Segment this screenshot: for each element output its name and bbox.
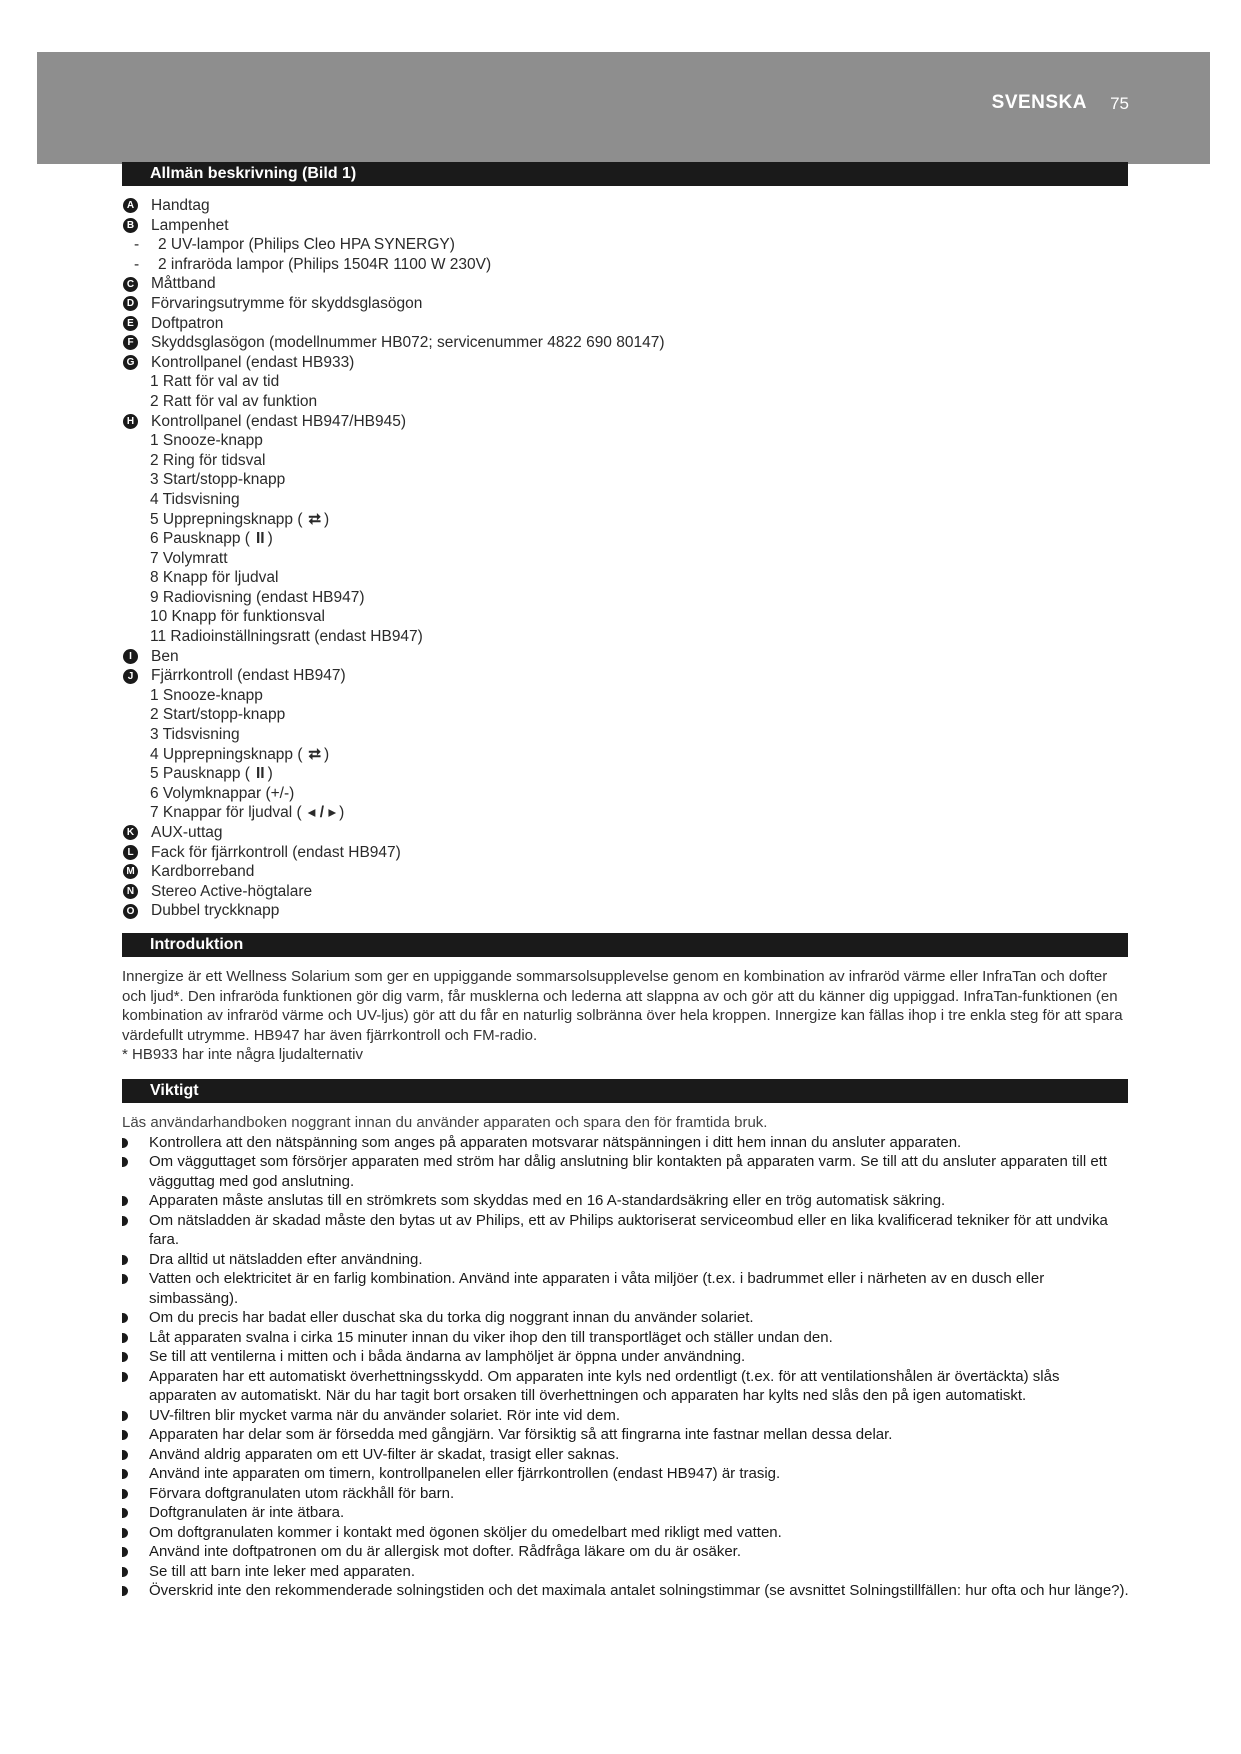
part-text: Handtag <box>151 197 210 214</box>
warning-item <box>122 1347 1130 1367</box>
warning-text: Kontrollera att den nätspänning som anges på apparaten motsvarar nätspänningen i ditt hem innan du ansluter apparaten. <box>149 1133 962 1151</box>
intro-block <box>122 967 1130 1065</box>
part-text: 9 Radiovisning (endast HB947) <box>150 588 365 606</box>
part-text: Stereo Active-högtalare <box>151 882 313 900</box>
important-lead: Läs användarhandboken noggrant innan du använder apparaten och spara den för framtida bruk. <box>122 1114 768 1131</box>
part-text: 1 Snooze-knapp <box>150 432 263 450</box>
part-text: Kardborreband <box>151 863 255 881</box>
part-text-close: ) <box>267 765 273 783</box>
part-subitem <box>122 490 1122 510</box>
part-subitem <box>122 568 1122 588</box>
part-subitem <box>122 803 1122 823</box>
part-item <box>122 353 1122 373</box>
bullet-icon <box>122 1216 128 1226</box>
warning-item <box>122 1367 1130 1406</box>
part-text: 2 Start/stopp-knapp <box>150 706 286 724</box>
bullet-icon <box>122 1411 128 1421</box>
part-letter-badge: I <box>123 649 138 664</box>
important-block <box>122 1113 1130 1601</box>
bullet-icon <box>122 1430 128 1440</box>
warning-item <box>122 1464 1130 1484</box>
bullet-icon <box>122 1352 128 1362</box>
warning-item <box>122 1562 1130 1582</box>
warning-text: Om nätsladden är skadad måste den bytas ut av Philips, ett av Philips auktoriserat serviceombud eller en lika kvalificerad tekniker för att undvika fara. <box>149 1211 1108 1248</box>
warning-item <box>122 1503 1130 1523</box>
dash-marker: - <box>134 236 140 254</box>
warning-item <box>122 1523 1130 1543</box>
part-letter-badge: F <box>123 335 138 350</box>
part-text-close: ) <box>339 804 345 822</box>
part-letter-badge: L <box>123 845 138 860</box>
part-subitem <box>122 607 1122 627</box>
part-text: 5 Upprepningsknapp ( <box>150 510 303 528</box>
part-letter-badge: D <box>123 296 138 311</box>
part-text: 7 Volymratt <box>150 549 228 567</box>
section-heading-general: Allmän beskrivning (Bild 1) <box>122 162 1128 186</box>
part-text: Skyddsglasögon (modellnummer HB072; servicenummer 4822 690 80147) <box>151 334 665 352</box>
section-heading-important: Viktigt <box>122 1079 1128 1103</box>
warning-item <box>122 1328 1130 1348</box>
part-subitem <box>122 686 1122 706</box>
part-text: Doftpatron <box>151 314 224 332</box>
bullet-icon <box>122 1372 128 1382</box>
part-text: AUX-uttag <box>151 824 223 841</box>
part-letter-badge: M <box>123 864 138 879</box>
part-item <box>122 216 1122 236</box>
repeat-icon: ⮂ <box>308 745 321 763</box>
part-text: Dubbel tryckknapp <box>151 902 280 920</box>
warning-item <box>122 1484 1130 1504</box>
warning-item <box>122 1133 1130 1153</box>
part-text: 6 Pausknapp ( <box>150 530 250 548</box>
part-item <box>122 294 1122 314</box>
bullet-icon <box>122 1489 128 1499</box>
part-text-close: ) <box>323 510 330 528</box>
warning-text: Doftgranulaten är inte ätbara. <box>149 1504 345 1521</box>
bullet-icon <box>122 1586 128 1596</box>
bullet-icon <box>122 1157 128 1167</box>
part-subitem <box>122 372 1122 392</box>
pause-icon: II <box>255 530 265 548</box>
warning-item <box>122 1445 1130 1465</box>
part-letter-badge: N <box>123 884 138 899</box>
intro-footnote: * HB933 har inte några ljudalternativ <box>122 1046 363 1063</box>
part-letter-badge: C <box>123 277 138 292</box>
warning-text: Dra alltid ut nätsladden efter användning. <box>149 1250 423 1268</box>
part-text: 7 Knappar för ljudval ( <box>150 804 302 822</box>
warning-item <box>122 1581 1130 1601</box>
warning-text: Använd aldrig apparaten om ett UV-filter är skadat, trasigt eller saknas. <box>149 1445 620 1463</box>
warning-item <box>122 1308 1130 1328</box>
part-subitem <box>122 431 1122 451</box>
part-text: 1 Ratt för val av tid <box>150 373 280 391</box>
warning-text: Apparaten måste anslutas till en strömkrets som skyddas med en 16 A-standardsäkring eller en trög automatisk säkring. <box>149 1192 946 1209</box>
bullet-icon <box>122 1508 128 1518</box>
part-text: Ben <box>151 647 179 665</box>
part-subitem <box>122 745 1122 765</box>
part-letter-badge: B <box>123 218 138 233</box>
part-text: 2 infraröda lampor (Philips 1504R 1100 W 230V) <box>158 255 492 273</box>
part-text: 4 Upprepningsknapp ( <box>150 745 303 763</box>
bullet-icon <box>122 1547 128 1557</box>
warning-text: Om doftgranulaten kommer i kontakt med ögonen sköljer du omedelbart med rikligt med vatten. <box>149 1523 782 1541</box>
part-text: Fjärrkontroll (endast HB947) <box>151 667 346 685</box>
warning-text: Använd inte doftpatronen om du är allergisk mot dofter. Rådfråga läkare om du är osäker. <box>149 1543 742 1560</box>
part-text: 2 Ratt för val av funktion <box>150 392 318 410</box>
bullet-icon <box>122 1255 128 1265</box>
warning-text: Låt apparaten svalna i cirka 15 minuter innan du viker ihop den till transportläget och ställer undan den. <box>149 1328 833 1346</box>
bullet-icon <box>122 1469 128 1479</box>
repeat-icon: ⮂ <box>308 510 321 528</box>
warning-item <box>122 1191 1130 1211</box>
pause-icon: II <box>255 765 265 783</box>
part-letter-badge: K <box>123 825 138 840</box>
part-text: 4 Tidsvisning <box>150 490 240 508</box>
warning-item <box>122 1211 1130 1250</box>
part-item <box>122 882 1122 902</box>
part-subitem <box>122 764 1122 784</box>
part-text: 3 Tidsvisning <box>150 726 240 744</box>
warning-text: Använd inte apparaten om timern, kontrollpanelen eller fjärrkontrollen (endast HB947) är trasig. <box>149 1465 781 1482</box>
bullet-icon <box>122 1528 128 1538</box>
part-item <box>122 843 1122 863</box>
part-item <box>122 862 1122 882</box>
part-subitem <box>122 529 1122 549</box>
language-label: SVENSKA <box>991 92 1087 113</box>
bullet-icon <box>122 1274 128 1284</box>
part-subitem <box>122 510 1122 530</box>
part-item <box>122 901 1122 921</box>
part-text: Förvaringsutrymme för skyddsglasögon <box>151 294 423 312</box>
page-number: 75 <box>1110 94 1129 113</box>
warning-text: Förvara doftgranulaten utom räckhåll för barn. <box>149 1484 455 1502</box>
part-text: Lampenhet <box>151 216 229 234</box>
part-text: 8 Knapp för ljudval <box>150 569 279 587</box>
warning-item <box>122 1152 1130 1191</box>
bullet-icon <box>122 1196 128 1206</box>
warning-text: Vatten och elektricitet är en farlig kombination. Använd inte apparaten i våta miljöer (t.ex. i badrummet eller i närheten av en dusch eller simbassäng). <box>149 1270 1045 1307</box>
bullet-icon <box>122 1567 128 1577</box>
part-subitem <box>122 784 1122 804</box>
part-text: 11 Radioinställningsratt (endast HB947) <box>150 628 423 646</box>
part-subitem <box>122 725 1122 745</box>
warning-text: Se till att barn inte leker med apparaten. <box>149 1562 415 1580</box>
part-text: 10 Knapp för funktionsval <box>150 608 325 626</box>
warning-item <box>122 1542 1130 1562</box>
warning-item <box>122 1269 1130 1308</box>
part-text: Kontrollpanel (endast HB933) <box>151 353 355 371</box>
part-subitem <box>122 705 1122 725</box>
part-subitem <box>122 627 1122 647</box>
part-item <box>122 823 1122 843</box>
warning-item <box>122 1250 1130 1270</box>
part-letter-badge: H <box>123 414 138 429</box>
bullet-icon <box>122 1138 128 1148</box>
part-text: Kontrollpanel (endast HB947/HB945) <box>151 412 407 430</box>
section-heading-intro: Introduktion <box>122 933 1128 957</box>
bullet-icon <box>122 1333 128 1343</box>
part-text: 6 Volymknappar (+/-) <box>150 784 295 802</box>
part-subitem <box>122 451 1122 471</box>
part-text: 1 Snooze-knapp <box>150 686 263 704</box>
parts-list <box>122 196 1122 921</box>
warning-item <box>122 1406 1130 1426</box>
dash-marker: - <box>134 255 140 273</box>
warning-text: Se till att ventilerna i mitten och i båda ändarna av lamphöljet är öppna under användning. <box>149 1348 746 1365</box>
part-item <box>122 333 1122 353</box>
part-letter-badge: A <box>123 198 138 213</box>
part-subitem <box>122 255 1122 275</box>
part-item <box>122 666 1122 686</box>
warning-text: Apparaten har delar som är försedda med gångjärn. Var försiktig så att fingrarna inte fastnar mellan dessa delar. <box>149 1426 893 1443</box>
warning-text: Om du precis har badat eller duschat ska du torka dig noggrant innan du använder solariet. <box>149 1309 754 1326</box>
prev-next-icon: ◂ / ▸ <box>307 804 337 822</box>
part-text-close: ) <box>323 745 330 763</box>
part-letter-badge: G <box>123 355 138 370</box>
part-text: 2 UV-lampor (Philips Cleo HPA SYNERGY) <box>158 236 455 254</box>
part-item <box>122 647 1122 667</box>
part-text: 2 Ring för tidsval <box>150 451 266 469</box>
part-letter-badge: E <box>123 316 138 331</box>
bullet-icon <box>122 1313 128 1323</box>
part-letter-badge: J <box>123 669 138 684</box>
part-item <box>122 274 1122 294</box>
part-item <box>122 412 1122 432</box>
part-text: Måttband <box>151 275 216 293</box>
part-text: 3 Start/stopp-knapp <box>150 471 286 489</box>
warning-list <box>122 1133 1130 1601</box>
warning-text: UV-filtren blir mycket varma när du använder solariet. Rör inte vid dem. <box>149 1406 621 1424</box>
part-subitem <box>122 588 1122 608</box>
part-text-close: ) <box>267 530 273 548</box>
warning-item <box>122 1425 1130 1445</box>
part-subitem <box>122 470 1122 490</box>
warning-text: Om vägguttaget som försörjer apparaten med ström har dålig anslutning blir kontakten på apparaten varm. Se till att du ansluter apparaten till ett vägguttag med god anslutning. <box>149 1153 1108 1190</box>
part-item <box>122 314 1122 334</box>
part-item <box>122 196 1122 216</box>
warning-text: Överskrid inte den rekommenderade solningstiden och det maximala antalet solningstimmar (se avsnittet Solningstillfällen: hur ofta och hur länge?). <box>149 1582 1129 1599</box>
part-letter-badge: O <box>123 904 138 919</box>
part-subitem <box>122 549 1122 569</box>
part-text: 5 Pausknapp ( <box>150 765 250 783</box>
part-subitem <box>122 392 1122 412</box>
part-text: Fack för fjärrkontroll (endast HB947) <box>151 843 401 861</box>
warning-text: Apparaten har ett automatiskt överhettningsskydd. Om apparaten inte kyls ned ordentligt (t.ex. för att ventilationshålen är övertäckta) slås apparaten av automatiskt. När du har tagit bort orsaken till överhettningen och apparaten har kylts ned slås den på igen automatiskt. <box>149 1367 1060 1404</box>
part-subitem <box>122 235 1122 255</box>
intro-paragraph: Innergize är ett Wellness Solarium som ger en uppiggande sommarsolsupplevelse genom en kombination av infraröd värme eller InfraTan och dofter och ljud*. Den infraröda funktionen gör dig varm, får musklerna och lederna att slappna av och gör att du känner dig uppiggad. InfraTan-funktionen (en kombination av infraröd värme och UV-ljus) gör att du får en naturlig solbränna över hela kroppen. Innergize kan fällas ihop i tre enkla steg för att spara värdefullt utrymme. HB947 har även fjärrkontroll och FM-radio. <box>122 968 1123 1044</box>
bullet-icon <box>122 1450 128 1460</box>
